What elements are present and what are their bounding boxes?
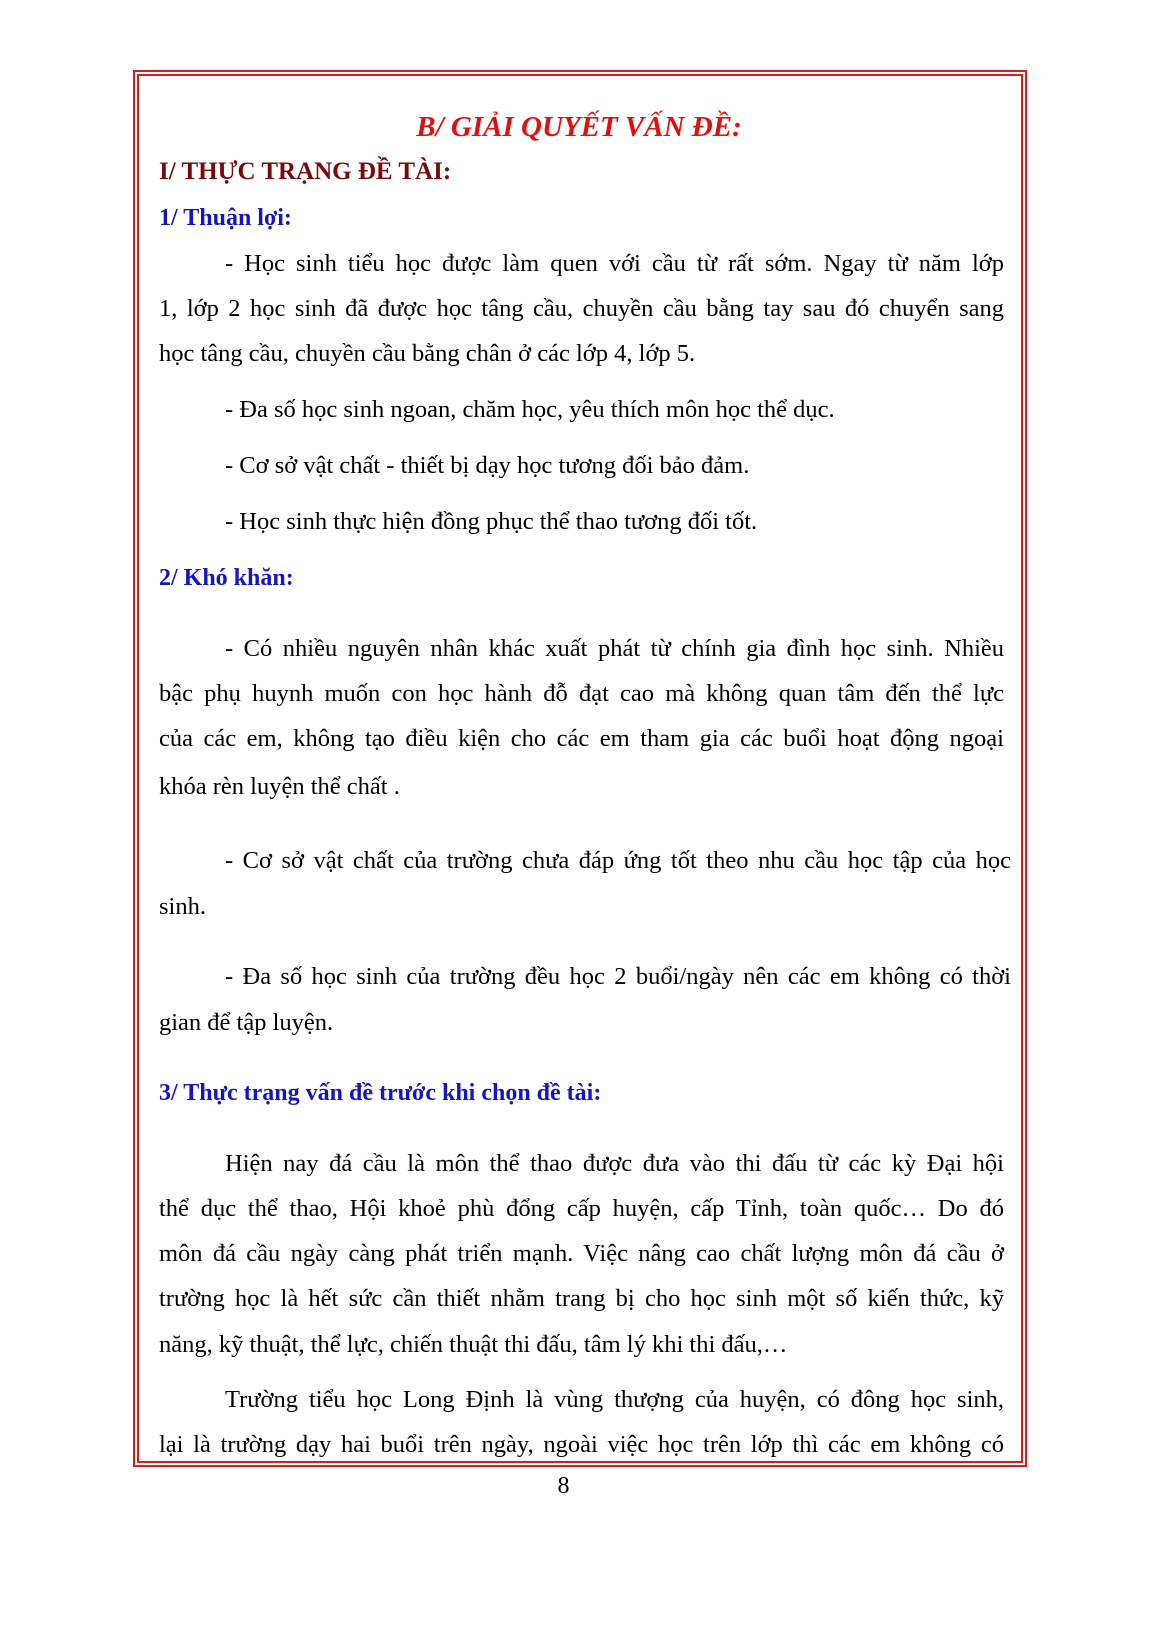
paragraph-line: - Có nhiều nguyên nhân khác xuất phát từ chính gia đình học sinh. Nhiều	[225, 635, 1004, 662]
paragraph-line: - Cơ sở vật chất - thiết bị dạy học tương đối bảo đảm.	[225, 452, 750, 479]
paragraph-line: học tâng cầu, chuyền cầu bằng chân ở các lớp 4, lớp 5.	[159, 340, 696, 367]
page-number: 8	[557, 1473, 570, 1499]
paragraph-line: môn đá cầu ngày càng phát triển mạnh. Việc nâng cao chất lượng môn đá cầu ở	[159, 1240, 1004, 1267]
paragraph-line: Trường tiểu học Long Định là vùng thượng của huyện, có đông học sinh,	[225, 1386, 1004, 1413]
subheading-advantages: 1/ Thuận lợi:	[159, 205, 292, 231]
paragraph-line: khóa rèn luyện thể chất .	[159, 773, 400, 800]
paragraph-line: - Cơ sở vật chất của trường chưa đáp ứng tốt theo nhu cầu học tập của học	[225, 847, 1011, 874]
paragraph-line: - Đa số học sinh của trường đều học 2 buổi/ngày nên các em không có thời	[225, 963, 1011, 990]
paragraph-line: lại là trường dạy hai buổi trên ngày, ngoài việc học trên lớp thì các em không có	[159, 1431, 1004, 1458]
subheading-difficulties: 2/ Khó khăn:	[159, 565, 294, 591]
subheading-current-state: 3/ Thực trạng vấn đề trước khi chọn đề tài:	[159, 1080, 602, 1106]
paragraph-line: - Học sinh thực hiện đồng phục thể thao tương đối tốt.	[225, 508, 758, 535]
paragraph-line: thể dục thể thao, Hội khoẻ phù đổng cấp huyện, cấp Tỉnh, toàn quốc… Do đó	[159, 1195, 1004, 1222]
paragraph-line: gian để tập luyện.	[159, 1009, 334, 1036]
section-heading: I/ THỰC TRẠNG ĐỀ TÀI:	[159, 158, 452, 185]
paragraph-line: Hiện nay đá cầu là môn thể thao được đưa vào thi đấu từ các kỳ Đại hội	[225, 1150, 1004, 1177]
paragraph-line: trường học là hết sức cần thiết nhằm trang bị cho học sinh một số kiến thức, kỹ	[159, 1285, 1004, 1312]
paragraph-line: - Đa số học sinh ngoan, chăm học, yêu thích môn học thể dục.	[225, 396, 835, 423]
paragraph-line: năng, kỹ thuật, thể lực, chiến thuật thi đấu, tâm lý khi thi đấu,…	[159, 1331, 788, 1358]
paragraph-line: - Học sinh tiểu học được làm quen với cầu từ rất sớm. Ngay từ năm lớp	[225, 250, 1004, 277]
paragraph-line: 1, lớp 2 học sinh đã được học tâng cầu, chuyền cầu bằng tay sau đó chuyển sang	[159, 295, 1004, 322]
document-title: B/ GIẢI QUYẾT VẤN ĐỀ:	[416, 111, 742, 143]
paragraph-line: bậc phụ huynh muốn con học hành đỗ đạt cao mà không quan tâm đến thể lực	[159, 680, 1004, 707]
paragraph-line: của các em, không tạo điều kiện cho các em tham gia các buổi hoạt động ngoại	[159, 725, 1004, 752]
paragraph-line: sinh.	[159, 893, 206, 920]
